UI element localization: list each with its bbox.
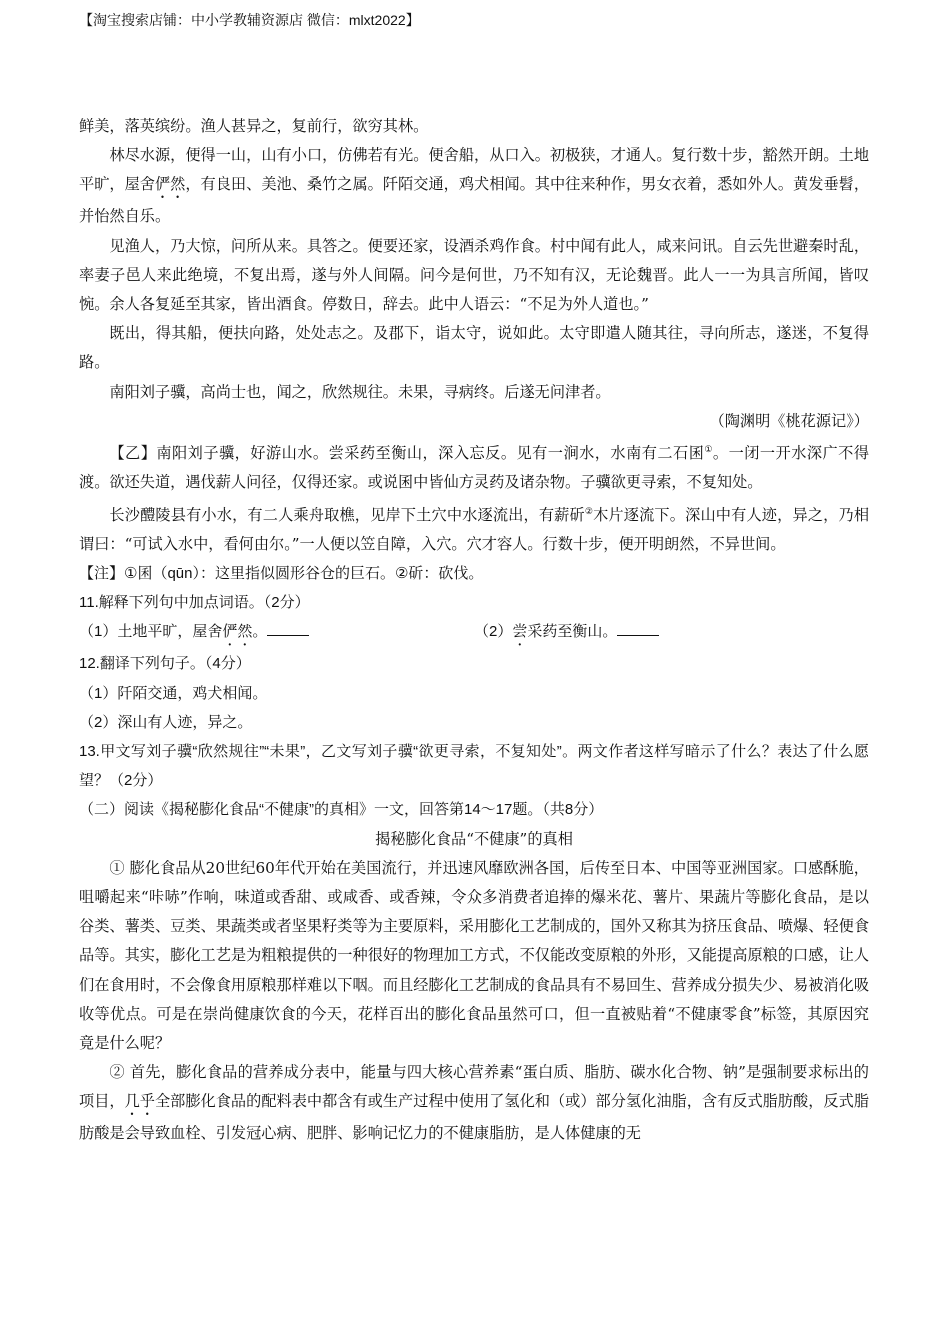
passage-yi-para-1 xyxy=(79,436,869,497)
text-run: 【乙】南阳刘子骥，好游山水。尝采药至衡山，深入忘反。见有一涧水，水南有二石囷 xyxy=(109,444,705,463)
text-run: 林尽水源，便得一山，山有小口，仿佛若有光。便舍船，从口入。初极狭，才通人。复行数十步，豁然开朗。土地平旷，屋舍 xyxy=(79,146,869,194)
footnote-marker: ② xyxy=(584,506,594,517)
question-12: 12.翻译下列句子。（4分） xyxy=(79,655,251,673)
question-11-item-2 xyxy=(474,617,869,649)
text-run: 。 xyxy=(252,623,268,641)
text-run: 全部膨化食品的配料表中都含有或生产过程中使用了氢化和（或）部分氢化油脂，含有反式脂肪酸，反式脂肪酸是会导致血栓、引发冠心病、肥胖、影响记忆力的不健康脂肪，是人体健康的无 xyxy=(79,1092,870,1143)
text-run: 采药至衡山。 xyxy=(527,623,618,641)
annotation-note: 【注】①囷（qūn）：这里指似圆形谷仓的巨石。②斫：砍伐。 xyxy=(79,564,484,582)
dotted-word: 俨然 xyxy=(222,623,253,641)
question-12-item-2: （2）深山有人迹，异之。 xyxy=(79,713,253,731)
footnote-marker: ① xyxy=(704,445,713,456)
question-13: 13.甲文写刘子骥“欣然规往”“未果”，乙文写刘子骥“欲更寻索，不复知处”。两文作者这样写暗示了什么？表达了什么愿望？（2分） xyxy=(79,742,869,790)
text-run: 木片逐流下。深山中有人迹，异之，乃相谓曰：“可试入水中，看何由尔。”一人便以笠自障，入穴。穴才容人。行数十步，便开明朗然，不异世间。 xyxy=(79,505,870,553)
text-run: 长沙醴陵县有小水，有二人乘舟取樵，见岸下土穴中水逐流出，有薪斫 xyxy=(109,505,585,524)
question-11: 11.解释下列句中加点词语。（2分） xyxy=(79,594,310,612)
passage-jia-para-3: 既出，得其船，便扶向路，处处志之。及郡下，诣太守，说如此。太守即遣人随其往，寻向所志，遂迷，不复得路。 xyxy=(79,324,869,372)
article-para-2 xyxy=(79,1058,869,1148)
document-body xyxy=(79,112,869,1149)
passage-jia-para-0: 鲜美，落英缤纷。渔人甚异之，复前行，欲穷其林。 xyxy=(79,117,429,135)
passage-jia-source: （陶渊明《桃花源记》） xyxy=(709,411,869,430)
dotted-word: 俨然 xyxy=(154,175,186,194)
dotted-word: 尝 xyxy=(512,623,528,641)
text-run: （1）土地平旷，屋舍 xyxy=(79,623,223,641)
text-run: （2） xyxy=(474,623,513,641)
section-2-heading: （二）阅读《揭秘膨化食品“不健康”的真相》一文，回答第14～17题。（共8分） xyxy=(79,801,604,819)
page-header: 【淘宝搜索店铺：中小学教辅资源店 微信：mlxt2022】 xyxy=(79,12,420,28)
question-11-item-1 xyxy=(79,617,474,649)
article-title: 揭秘膨化食品“不健康”的真相 xyxy=(375,829,573,848)
answer-blank[interactable] xyxy=(617,621,659,636)
text-run: 。一闭一开水深广不得渡。欲还失道，遇伐薪人问径，仅得还家。或说囷中皆仙方灵药及诸杂物。子骥欲更寻索，不复知处。 xyxy=(79,444,870,492)
passage-jia-para-4: 南阳刘子骥，高尚士也，闻之，欣然规往。未果，寻病终。后遂无问津者。 xyxy=(109,382,611,401)
question-11-items xyxy=(79,617,869,649)
dotted-word: 几乎 xyxy=(124,1092,155,1111)
passage-jia-para-2: 见渔人，乃大惊，问所从来。具答之。便要还家，设酒杀鸡作食。村中闻有此人，咸来问讯。自云先世避秦时乱，率妻子邑人来此绝境，不复出焉，遂与外人间隔。问今是何世，乃不知有汉，无论魏晋。此人一一为具言所闻，皆叹惋。余人各复延至其家，皆出酒食。停数日，辞去。此中人语云：“不足为外人道也。” xyxy=(79,236,869,314)
text-run: ，有良田、美池、桑竹之属。阡陌交通，鸡犬相闻。其中往来种作，男女衣着，悉如外人。黄发垂髫，并怡然自乐。 xyxy=(79,175,870,226)
answer-blank[interactable] xyxy=(267,621,309,636)
passage-jia-para-1 xyxy=(79,141,869,231)
text-run: ② 首先，膨化食品的营养成分表中，能量与四大核心营养素“蛋白质、脂肪、碳水化合物、钠”是强制要求标出的项目， xyxy=(79,1063,869,1111)
question-12-item-1: （1）阡陌交通，鸡犬相闻。 xyxy=(79,684,268,702)
passage-yi-para-2 xyxy=(79,498,869,559)
article-para-1: ① 膨化食品从20世纪60年代开始在美国流行，并迅速风靡欧洲各国，后传至日本、中国等亚洲国家。口感酥脆，咀嚼起来“咔哧”作响，味道或香甜、或咸香、或香辣，令众多消费者追捧的爆米花、薯片、果蔬片等膨化食品，是以谷类、薯类、豆类、果蔬类或者坚果籽类等为主要原料，采用膨化工艺制成的，国外又称其为挤压食品、喷爆、轻便食品等。其实，膨化工艺是为粗粮提供的一种很好的物理加工方式，不仅能改变原粮的外形，又能提高原粮的口感，让人们在食用时，不会像食用原粮那样难以下咽。而且经膨化工艺制成的食品具有不易回生、营养成分损失少、易被消化吸收等优点。可是在崇尚健康饮食的今天，花样百出的膨化食品虽然可口，但一直被贴着“不健康零食”标签，其原因究竟是什么呢？ xyxy=(79,858,869,1053)
